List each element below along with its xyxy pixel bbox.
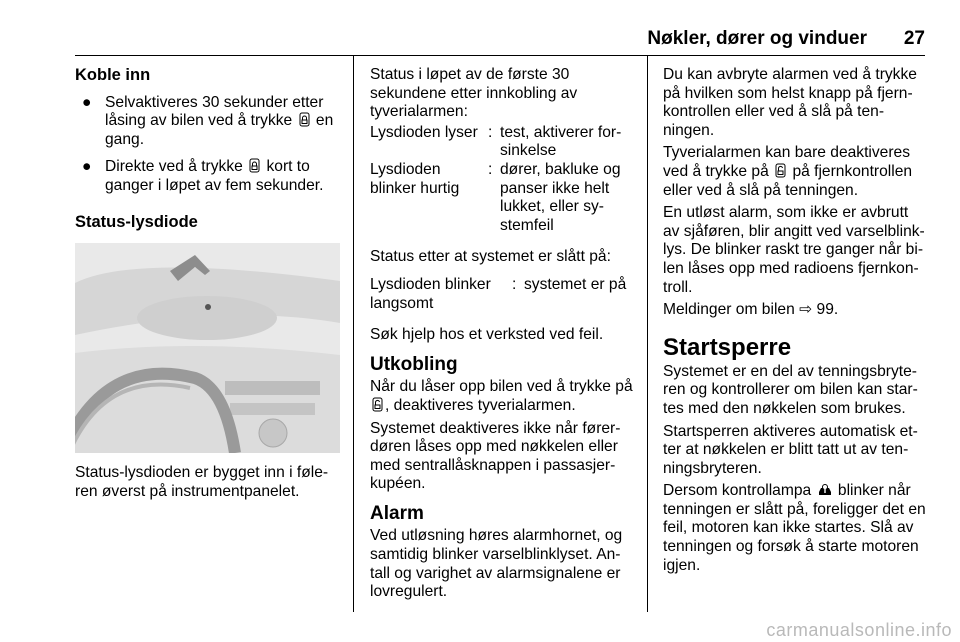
unlock-key-icon bbox=[775, 163, 786, 178]
lock-key-icon bbox=[249, 158, 260, 173]
column-divider-2 bbox=[647, 56, 648, 612]
lock-key-icon bbox=[299, 112, 310, 127]
unlock-key-icon bbox=[372, 397, 383, 412]
heading-koble-inn: Koble inn bbox=[75, 66, 151, 84]
help-text: Søk hjelp hos et verksted ved feil. bbox=[370, 326, 604, 344]
header-rule bbox=[75, 55, 925, 56]
triggered-alarm-text: En utløst alarm, som ikke er avbrutt av sjåføren, blir angitt ved varselblinklys. De blinker raskt tre ganger når bilen låses opp med radioens fjernkontroll. bbox=[663, 204, 925, 296]
status-colon: : bbox=[488, 123, 493, 141]
alarm-text: Ved utløsning høres alarmhornet, og samtidig blinker varselblinklyset. Antall og varighet av alarmsignalene er lovregulert. bbox=[370, 527, 623, 601]
status-desc: systemet er på bbox=[524, 275, 627, 293]
page-header bbox=[75, 20, 925, 56]
heading-utkobling: Utkobling bbox=[370, 353, 458, 375]
vehicle-messages-ref: Meldinger om bilen ⇨ 99. bbox=[663, 301, 839, 319]
bullet-item: ● Direkte ved å trykke kort to ganger i løpet av fem sekunder. bbox=[82, 158, 324, 194]
column-3 bbox=[663, 66, 928, 575]
column-1 bbox=[75, 66, 340, 501]
utkobling-text-2: Systemet deaktiveres ikke når førerdøren låses opp med nøkkelen eller med sentrallåsknappen i passasjerkupéen. bbox=[370, 419, 621, 493]
watermark: carmanualsonline.info bbox=[766, 620, 952, 640]
bullet-dot: ● bbox=[82, 93, 92, 111]
page-reference-icon: ⇨ bbox=[799, 301, 813, 319]
utkobling-text: Når du låser opp bilen ved å trykke på , deaktiveres tyverialarmen. bbox=[370, 378, 633, 414]
dashboard-illustration bbox=[75, 243, 340, 453]
status-after-list bbox=[370, 276, 635, 313]
startsperre-text-3: Dersom kontrollampa blinker når tenningen er slått på, foreligger det en feil, motoren kan ikke startes. Slå av tenningen og forsøk å starte motoren igjen. bbox=[663, 482, 926, 574]
figure-caption: Status-lysdioden er bygget inn i føleren øverst på instrumentpanelet. bbox=[75, 464, 329, 500]
status-first-list bbox=[370, 124, 635, 236]
status-after-intro: Status etter at systemet er slått på: bbox=[370, 248, 611, 266]
heading-startsperre: Startsperre bbox=[663, 333, 792, 361]
status-term: Lysdioden lyser bbox=[370, 123, 478, 141]
column-divider-1 bbox=[353, 56, 354, 612]
status-term: Lysdioden blinker langsomt bbox=[370, 275, 491, 312]
page-footer bbox=[0, 620, 960, 642]
status-first-intro: Status i løpet av de første 30 sekundene etter innkobling av tyverialarmen: bbox=[370, 66, 578, 121]
startsperre-text-2: Startsperren aktiveres automatisk etter at nøkkelen er blitt tatt ut av tenningsbryteren. bbox=[663, 422, 918, 477]
status-colon: : bbox=[488, 160, 493, 178]
deactivate-text: Tyverialarmen kan bare deaktiveres ved å trykke på på fjernkontrollen eller ved å slå på tenningen. bbox=[663, 144, 913, 199]
heading-status-lysdiode: Status-lysdiode bbox=[75, 212, 198, 231]
status-colon: : bbox=[512, 275, 517, 293]
heading-alarm: Alarm bbox=[370, 502, 424, 524]
bullet-item: ● Selvaktiveres 30 sekunder etter låsing av bilen ved å trykke en gang. bbox=[82, 93, 334, 148]
column-2 bbox=[370, 66, 635, 602]
abort-alarm-text: Du kan avbryte alarmen ved å trykke på hvilken som helst knapp på fjernkontrollen eller ved å slå på tenningen. bbox=[663, 66, 917, 139]
status-desc: test, aktiverer forsinkelse bbox=[500, 123, 622, 160]
bullet-dot: ● bbox=[82, 158, 92, 176]
startsperre-text-1: Systemet er en del av tenningsbryteren og kontrollerer om bilen kan startes med den nøkkelen som brukes. bbox=[663, 362, 918, 417]
status-desc: dører, bakluke og panser ikke helt lukket, eller systemfeil bbox=[500, 160, 621, 234]
immobilizer-warning-icon bbox=[818, 484, 832, 496]
status-term: Lysdioden blinker hurtig bbox=[370, 160, 460, 197]
page-number: 27 bbox=[903, 28, 925, 49]
chapter-title: Nøkler, dører og vinduer bbox=[647, 28, 867, 49]
